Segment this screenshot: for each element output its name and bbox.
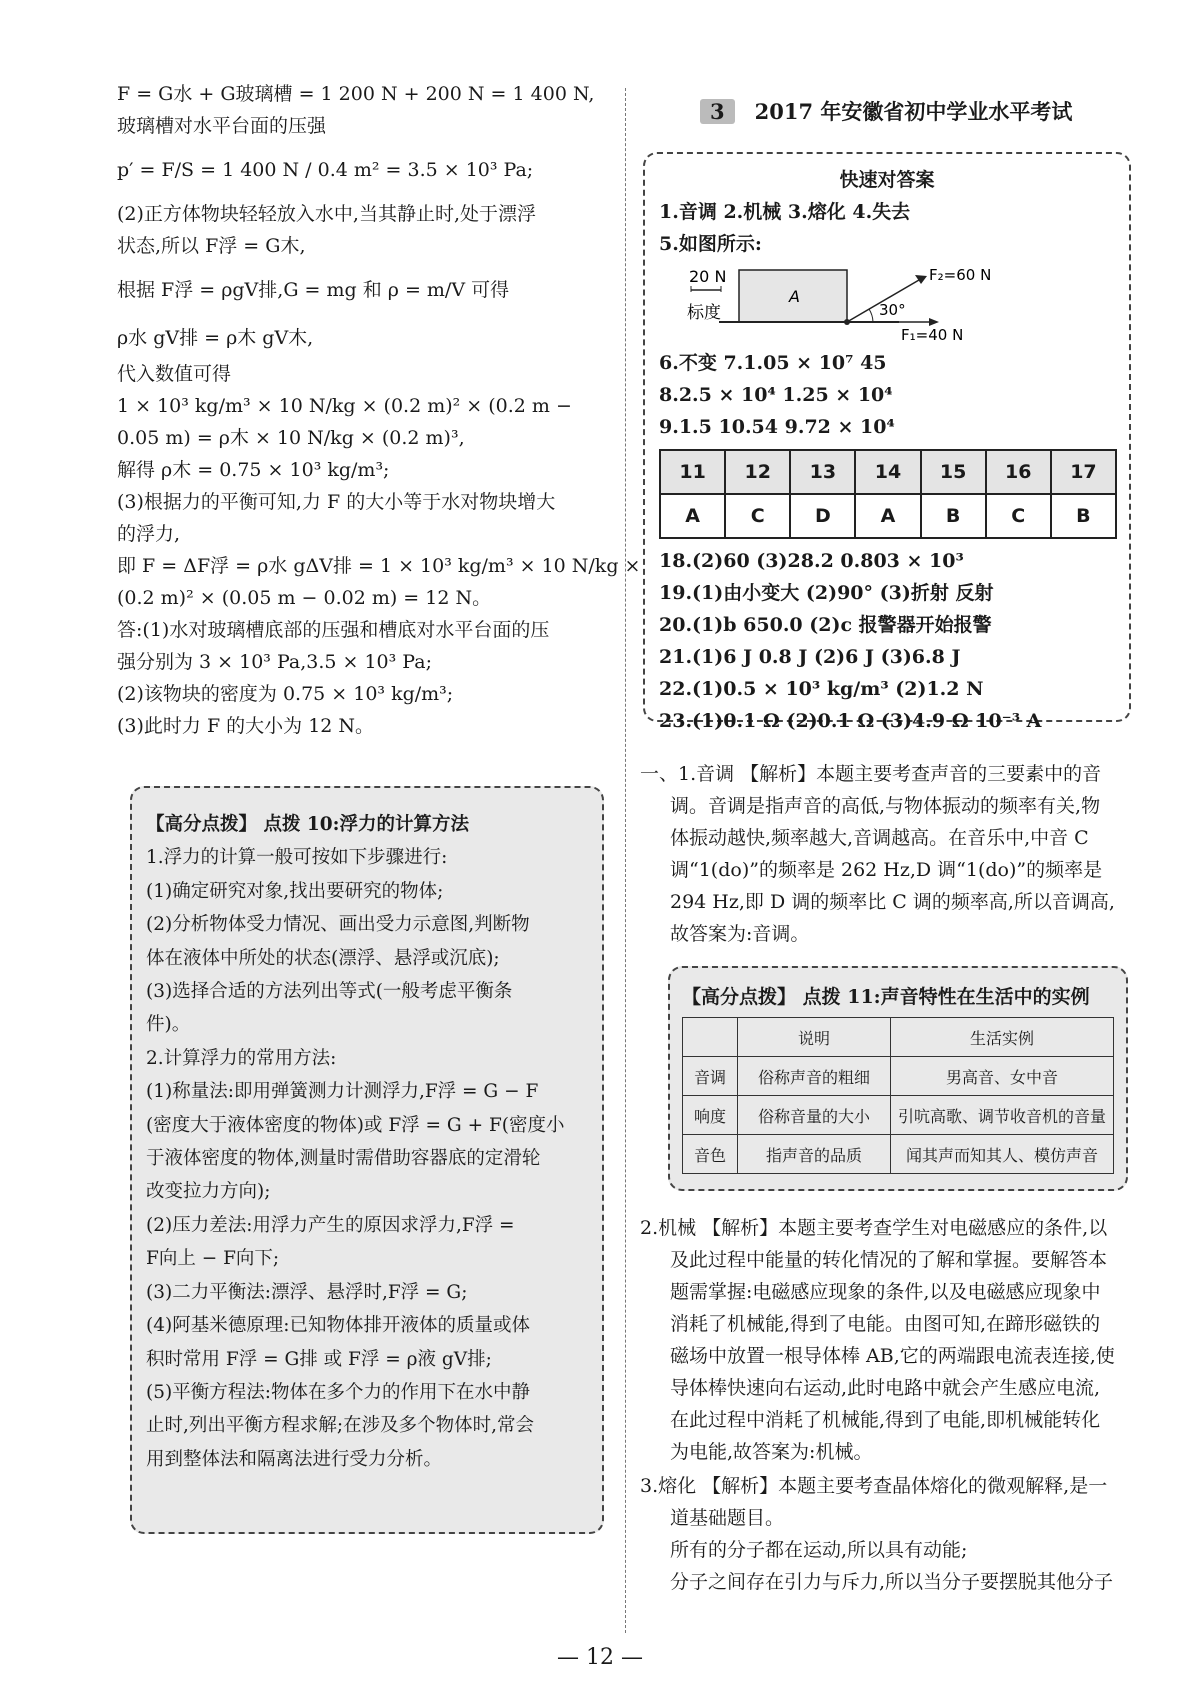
table-header: [683, 1018, 738, 1057]
table-cell: 闻其声而知其人、模仿声音: [891, 1135, 1114, 1174]
analysis-line: 3.熔化 【解析】本题主要考查晶体熔化的微观解释,是一: [640, 1475, 1108, 1497]
table-cell: 响度: [683, 1096, 738, 1135]
force-diagram: [659, 260, 1059, 342]
question-number: 11: [660, 450, 725, 494]
solution-line: 0.05 m) = ρ木 × 10 N/kg × (0.2 m)³,: [117, 427, 465, 449]
tip-line: (2)分析物体受力情况、画出受力示意图,判断物: [146, 914, 530, 936]
tip-line: 积时常用 F浮 = G排 或 F浮 = ρ液 gV排;: [146, 1348, 492, 1370]
solution-line: 的浮力,: [117, 523, 181, 545]
analysis-line: 294 Hz,即 D 调的频率比 C 调的频率高,所以音调高,: [670, 891, 1115, 913]
analysis-line: 导体棒快速向右运动,此时电路中就会产生感应电流,: [670, 1377, 1101, 1399]
table-cell: 音色: [683, 1135, 738, 1174]
sound-properties-table: [682, 1017, 1114, 1174]
angle-label: 30°: [879, 301, 906, 319]
analysis-1: [640, 758, 1140, 950]
solution-line: 即 F = ΔF浮 = ρ水 gΔV排 = 1 × 10³ kg/m³ × 10 N/kg ×: [117, 555, 641, 577]
answer-line: 1.音调 2.机械 3.熔化 4.失去: [659, 201, 911, 223]
column-divider: [625, 88, 626, 1633]
table-cell: 音调: [683, 1057, 738, 1096]
solution-line: (2)该物块的密度为 0.75 × 10³ kg/m³;: [117, 683, 454, 705]
choice-answer: A: [660, 494, 725, 538]
choice-answer: B: [1051, 494, 1116, 538]
tip-line: 体在液体中所处的状态(漂浮、悬浮或沉底);: [146, 947, 500, 969]
tip-line: 2.计算浮力的常用方法:: [146, 1047, 337, 1069]
analysis-line: 道基础题目。: [670, 1507, 785, 1529]
tip-line: (1)确定研究对象,找出要研究的物体;: [146, 880, 444, 902]
tip-line: (2)压力差法:用浮力产生的原因求浮力,F浮 =: [146, 1214, 515, 1236]
solution-line: 解得 ρ木 = 0.75 × 10³ kg/m³;: [117, 459, 390, 481]
quick-answers-title: 快速对答案: [839, 169, 935, 191]
analysis-line: 体振动越快,频率越大,音调越高。在音乐中,中音 C: [670, 827, 1089, 849]
block-label: A: [789, 287, 800, 306]
tip-line: (密度大于液体密度的物体)或 F浮 = G + F(密度小: [146, 1114, 565, 1136]
tip-line: 1.浮力的计算一般可按如下步骤进行:: [146, 847, 448, 869]
table-row: [683, 1018, 1114, 1057]
tip-line: 止时,列出平衡方程求解;在涉及多个物体时,常会: [146, 1415, 534, 1437]
choice-answer: C: [986, 494, 1051, 538]
solution-line: (3)此时力 F 的大小为 12 N。: [117, 715, 375, 737]
solution-line: (2)正方体物块轻轻放入水中,当其静止时,处于漂浮: [117, 203, 536, 225]
analysis-line: 调。音调是指声音的高低,与物体振动的频率有关,物: [670, 795, 1101, 817]
solution-line: 1 × 10³ kg/m³ × 10 N/kg × (0.2 m)² × (0.2 m −: [117, 395, 572, 417]
left-column: [117, 78, 641, 742]
table-row: [683, 1096, 1114, 1135]
table-row: [660, 450, 1116, 494]
analysis-2: [640, 1212, 1140, 1468]
analysis-line: 调“1(do)”的频率是 262 Hz,D 调“1(do)”的频率是: [670, 859, 1103, 881]
answer-line: 20.(1)b 650.0 (2)c 报警器开始报警: [659, 614, 992, 636]
tip-line: 于液体密度的物体,测量时需借助容器底的定滑轮: [146, 1148, 541, 1170]
solution-line: ρ水 gV排 = ρ木 gV木,: [117, 327, 314, 349]
scale-value: 20 N: [689, 267, 727, 286]
analysis-line: 分子之间存在引力与斥力,所以当分子要摆脱其他分子: [670, 1571, 1114, 1593]
solution-line: 代入数值可得: [117, 363, 232, 385]
answer-line: 5.如图所示:: [659, 233, 762, 255]
tip-line: (3)二力平衡法:漂浮、悬浮时,F浮 = G;: [146, 1281, 468, 1303]
tip-line: (4)阿基米德原理:已知物体排开液体的质量或体: [146, 1315, 530, 1337]
tip-line: 用到整体法和隔离法进行受力分析。: [146, 1448, 443, 1470]
analysis-line: 故答案为:音调。: [670, 923, 810, 945]
tip-line: (5)平衡方程法:物体在多个力的作用下在水中静: [146, 1381, 530, 1403]
analysis-line: 为电能,故答案为:机械。: [670, 1441, 873, 1463]
solution-line: (0.2 m)² × (0.05 m − 0.02 m) = 12 N。: [117, 587, 492, 609]
answer-line: 23.(1)0.1 Ω (2)0.1 Ω (3)4.9 Ω 10⁻³ A: [659, 710, 1042, 732]
solution-line: 答:(1)水对玻璃槽底部的压强和槽底对水平台面的压: [117, 619, 550, 641]
answer-line: 21.(1)6 J 0.8 J (2)6 J (3)6.8 J: [659, 646, 961, 668]
table-header: 生活实例: [891, 1018, 1114, 1057]
question-number: 16: [986, 450, 1051, 494]
answer-line: 22.(1)0.5 × 10³ kg/m³ (2)1.2 N: [659, 678, 984, 700]
choice-answer: C: [725, 494, 790, 538]
table-cell: 引吭高歌、调节收音机的音量: [891, 1096, 1114, 1135]
choice-answer-table: [659, 449, 1117, 539]
choice-answer: A: [855, 494, 920, 538]
f1-arrowhead: [929, 318, 939, 326]
answer-line: 19.(1)由小变大 (2)90° (3)折射 反射: [659, 582, 994, 604]
question-number: 13: [790, 450, 855, 494]
exam-title: 2017 年安徽省初中学业水平考试: [754, 99, 1073, 124]
tip-box-10: [130, 786, 604, 1534]
tip-line: 改变拉力方向);: [146, 1181, 271, 1203]
analysis-line: 磁场中放置一根导体棒 AB,它的两端跟电流表连接,使: [670, 1345, 1115, 1367]
table-row: [660, 494, 1116, 538]
analysis-line: 题需掌握:电磁感应现象的条件,以及电磁感应现象中: [670, 1281, 1101, 1303]
solution-line: 玻璃槽对水平台面的压强: [117, 115, 327, 137]
table-row: [683, 1057, 1114, 1096]
f1-label: F₁=40 N: [901, 326, 964, 342]
f2-label: F₂=60 N: [929, 266, 992, 284]
analysis-3: [640, 1470, 1140, 1598]
analysis-line: 所有的分子都在运动,所以具有动能;: [670, 1539, 968, 1561]
choice-answer: B: [921, 494, 986, 538]
tip-line: F向上 − F向下;: [146, 1248, 280, 1270]
tip-title: 【高分点拨】 点拨 10:浮力的计算方法: [146, 814, 469, 835]
solution-line: 根据 F浮 = ρgV排,G = mg 和 ρ = m/V 可得: [117, 279, 510, 301]
angle-arc: [869, 309, 873, 322]
table-cell: 俗称音量的大小: [738, 1096, 891, 1135]
question-number: 12: [725, 450, 790, 494]
answer-line: 8.2.5 × 10⁴ 1.25 × 10⁴: [659, 384, 893, 406]
tip-title: 【高分点拨】 点拨 11:声音特性在生活中的实例: [682, 986, 1090, 1008]
table-cell: 男高音、女中音: [891, 1057, 1114, 1096]
question-number: 17: [1051, 450, 1116, 494]
solution-line: (3)根据力的平衡可知,力 F 的大小等于水对物块增大: [117, 491, 556, 513]
question-number: 15: [921, 450, 986, 494]
table-cell: 俗称声音的粗细: [738, 1057, 891, 1096]
tip-line: (3)选择合适的方法列出等式(一般考虑平衡条: [146, 981, 513, 1003]
quick-answers-box: [643, 152, 1131, 732]
tip-box-11: [668, 966, 1128, 1191]
solution-line: 状态,所以 F浮 = G木,: [117, 235, 306, 257]
scale-label: 标度: [687, 303, 721, 323]
answer-line: 18.(2)60 (3)28.2 0.803 × 10³: [659, 550, 964, 572]
analysis-line: 一、1.音调 【解析】本题主要考查声音的三要素中的音: [640, 763, 1102, 785]
analysis-line: 在此过程中消耗了机械能,得到了电能,即机械能转化: [670, 1409, 1101, 1431]
table-header: 说明: [738, 1018, 891, 1057]
analysis-line: 2.机械 【解析】本题主要考查学生对电磁感应的条件,以: [640, 1217, 1108, 1239]
page-number: — 12 —: [557, 1645, 643, 1670]
analysis-line: 及此过程中能量的转化情况的了解和掌握。要解答本: [670, 1249, 1108, 1271]
exam-number: 3: [700, 99, 735, 124]
table-row: [683, 1135, 1114, 1174]
tip-line: 件)。: [146, 1014, 191, 1036]
choice-answer: D: [790, 494, 855, 538]
tip-line: (1)称量法:即用弹簧测力计测浮力,F浮 = G − F: [146, 1081, 539, 1103]
analysis-line: 消耗了机械能,得到了电能。由图可知,在蹄形磁铁的: [670, 1313, 1101, 1335]
solution-line: p′ = F/S = 1 400 N / 0.4 m² = 3.5 × 10³ Pa;: [117, 159, 534, 181]
table-cell: 指声音的品质: [738, 1135, 891, 1174]
solution-line: 强分别为 3 × 10³ Pa,3.5 × 10³ Pa;: [117, 651, 432, 673]
f2-arrowhead: [915, 275, 927, 284]
solution-line: F = G水 + G玻璃槽 = 1 200 N + 200 N = 1 400 N,: [117, 83, 595, 105]
exam-header: [700, 96, 1072, 126]
answer-line: 6.不变 7.1.05 × 10⁷ 45: [659, 352, 887, 374]
question-number: 14: [855, 450, 920, 494]
answer-line: 9.1.5 10.54 9.72 × 10⁴: [659, 416, 895, 438]
